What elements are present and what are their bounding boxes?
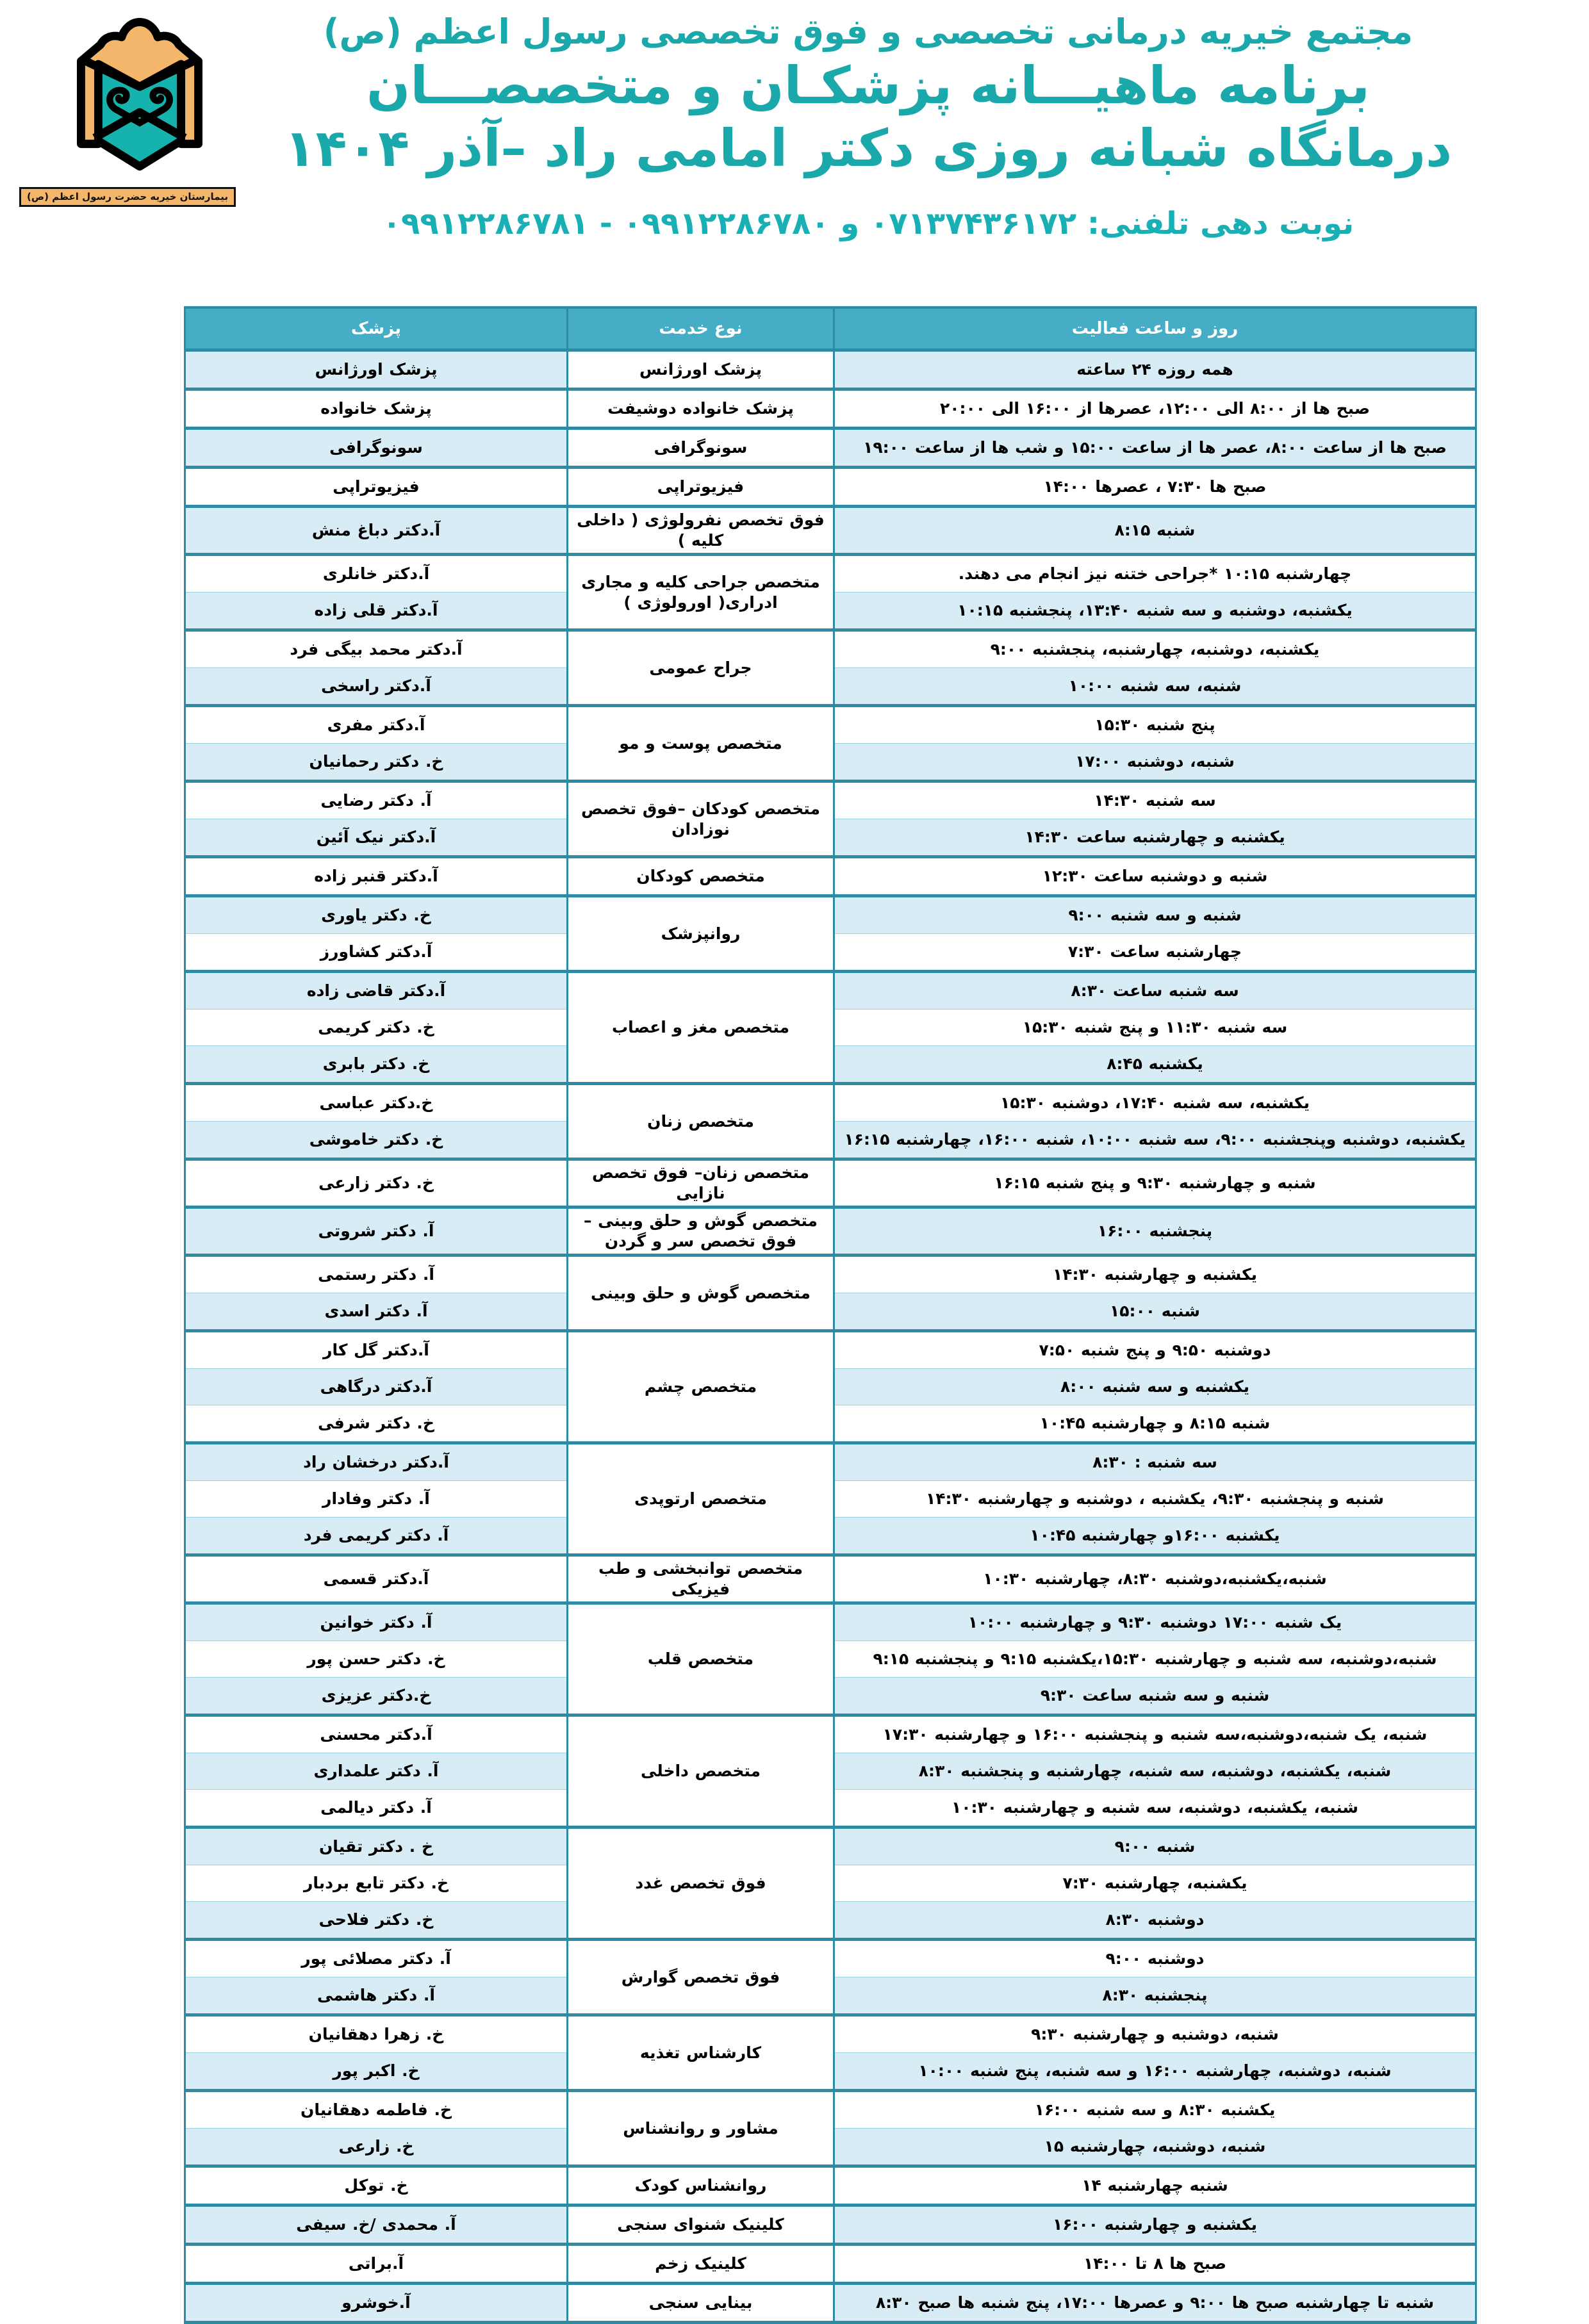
cell-doctor-name: پزشک اورژانس [185,350,568,389]
cell-doctor-name: خ. توکل [185,2166,568,2205]
cell-doctor-name: خ. دکتر حسن پور [185,1641,568,1678]
cell-service-type: متخصص توانبخشی و طب فیزیکی [568,1555,834,1603]
cell-schedule: شنبه تا چهارشنبه صبح ها ۹:۰۰ و عصرها ۱۷:۰۰، پنج شنبه ها صبح ۸:۳۰ [834,2284,1476,2323]
page-title: برنامه ماهیـــانه پزشکـان و متخصصـــان [366,56,1370,116]
cell-doctor-name: آ.دکتر راسخی [185,668,568,706]
cell-service-type: کلینیک زخم [568,2245,834,2284]
table-row [185,1555,1476,1603]
cell-doctor-name: خ. فاطمه دهقانیان [185,2091,568,2129]
cell-schedule: شنبه ۸:۱۵ [834,507,1476,555]
cell-schedule: صبح ها از ۸:۰۰ الی ۱۲:۰۰، عصرها از ۱۶:۰۰ الی ۲۰:۰۰ [834,389,1476,429]
table-row [185,507,1476,555]
cell-doctor-name: آ. دکتر علمداری [185,1753,568,1790]
cell-doctor-name: آ.دکتر قاضی زاده [185,972,568,1010]
cell-schedule: یکشنبه ۸:۳۰ و سه شنبه ۱۶:۰۰ [834,2091,1476,2129]
cell-schedule: یکشنبه ۱۶:۰۰و چهارشنبه ۱۰:۴۵ [834,1518,1476,1555]
cell-service-type: متخصص زنان– فوق تخصص نازایی [568,1159,834,1207]
cell-service-type: سونوگرافی [568,429,834,468]
cell-schedule: شنبه، یکشنبه، دوشنبه، سه شنبه و چهارشنبه ۱۰:۳۰ [834,1790,1476,1828]
column-header-doctor: پزشک [185,307,568,350]
table-row [185,2015,1476,2053]
clinic-subtitle: درمانگاه شبانه روزی دکتر امامی راد –آذر ۱۴۰۴ [284,118,1453,178]
schedule-table-container [186,306,1477,2324]
cell-doctor-name: آ.دکتر خانلری [185,555,568,593]
table-row [185,1715,1476,1753]
cell-schedule: شنبه، سه شنبه ۱۰:۰۰ [834,668,1476,706]
cell-doctor-name: آ.خوشرو [185,2284,568,2323]
table-row [185,896,1476,934]
cell-schedule: شنبه، دوشنبه ۱۷:۰۰ [834,744,1476,781]
table-row [185,1828,1476,1865]
table-row [185,1443,1476,1481]
cell-schedule: یکشنبه ۸:۴۵ [834,1046,1476,1084]
cell-doctor-name: آ.براتی [185,2245,568,2284]
cell-doctor-name: آ.دکتر دباغ منش [185,507,568,555]
cell-schedule: شنبه ۹:۰۰ [834,1828,1476,1865]
table-row [185,1940,1476,1977]
table-row [185,2284,1476,2323]
cell-doctor-name: آ.دکتر مفری [185,706,568,744]
table-row [185,2205,1476,2245]
cell-schedule: شنبه، یک شنبه،دوشنبه،سه شنبه و پنجشنبه ۱۶:۰۰ و چهارشنبه ۱۷:۳۰ [834,1715,1476,1753]
cell-doctor-name: آ. دکتر مصلائی پور [185,1940,568,1977]
cell-doctor-name: آ. دکتر خوانین [185,1603,568,1641]
cell-schedule: یکشنبه، چهارشنبه ۷:۳۰ [834,1865,1476,1902]
cell-doctor-name: آ. دکتر رضایی [185,781,568,819]
cell-service-type: متخصص پوست و مو [568,706,834,781]
cell-schedule: شنبه،دوشنبه، سه شنبه و چهارشنبه ۱۵:۳۰،یکشنبه ۹:۱۵ و پنجشنبه ۹:۱۵ [834,1641,1476,1678]
cell-doctor-name: خ. دکتر شرفی [185,1405,568,1443]
page-header [0,0,1589,244]
cell-doctor-name: خ. دکتر رحمانیان [185,744,568,781]
cell-schedule: صبح ها ۷:۳۰ ، عصرها ۱۴:۰۰ [834,468,1476,507]
cell-schedule: چهارشنبه ۱۰:۱۵ *جراحی ختنه نیز انجام می دهند. [834,555,1476,593]
logo-caption: بیمارستان خیریه حضرت رسول اعظم (ص) [19,187,236,207]
cell-service-type: متخصص گوش و حلق وبینی – فوق تخصص سر و گردن [568,1207,834,1256]
cell-doctor-name: آ. دکتر دیالمی [185,1790,568,1828]
cell-schedule: شنبه،یکشنبه،دوشنبه ۸:۳۰، چهارشنبه ۱۰:۳۰ [834,1555,1476,1603]
cell-service-type: پزشک اورژانس [568,350,834,389]
cell-schedule: شنبه چهارشنبه ۱۴ [834,2166,1476,2205]
cell-schedule: یکشنبه، دوشنبه، چهارشنبه، پنجشنبه ۹:۰۰ [834,630,1476,668]
cell-service-type: فوق تخصص نفرولوژی ( داخلی کلیه ) [568,507,834,555]
cell-doctor-name: خ. دکتر تابع بردبار [185,1865,568,1902]
cell-service-type: متخصص قلب [568,1603,834,1715]
table-head [185,307,1476,350]
cell-doctor-name: فیزیوتراپی [185,468,568,507]
table-row [185,1084,1476,1122]
cell-doctor-name: پزشک خانواده [185,389,568,429]
cell-doctor-name: خ. دکتر یاوری [185,896,568,934]
cell-schedule: یکشنبه، دوشنبه وپنجشنبه ۹:۰۰، سه شنبه ۱۰:۰۰، شنبه ۱۶:۰۰، چهارشنبه ۱۶:۱۵ [834,1122,1476,1159]
table-row [185,706,1476,744]
cell-service-type: بینایی سنجی [568,2284,834,2323]
appointment-phone-numbers: نوبت دهی تلفنی: ۰۷۱۳۷۴۳۶۱۷۲ و ۰۹۹۱۲۲۸۶۷۸۰ - ۰۹۹۱۲۲۸۶۷۸۱ [382,206,1354,242]
cell-schedule: صبح ها ۸ تا ۱۴:۰۰ [834,2245,1476,2284]
cell-schedule: یکشنبه، سه شنبه ۱۷:۴۰، دوشنبه ۱۵:۳۰ [834,1084,1476,1122]
cell-service-type: متخصص داخلی [568,1715,834,1828]
table-row [185,2091,1476,2129]
table-body [185,350,1476,2323]
cell-service-type: فوق تخصص غدد [568,1828,834,1940]
cell-service-type: روانشناس کودک [568,2166,834,2205]
table-row [185,389,1476,429]
cell-doctor-name: آ. دکتر وفادار [185,1481,568,1518]
cell-doctor-name: سونوگرافی [185,429,568,468]
cell-service-type: کارشناس تغذیه [568,2015,834,2091]
cell-schedule: پنجشنبه ۸:۳۰ [834,1977,1476,2015]
cell-doctor-name: خ. دکتر بابری [185,1046,568,1084]
cell-doctor-name: خ. دکتر کریمی [185,1010,568,1046]
cell-doctor-name: آ.دکتر محمد بیگی فرد [185,630,568,668]
table-row [185,1603,1476,1641]
cell-service-type: متخصص چشم [568,1331,834,1443]
cell-schedule: شنبه و پنجشنبه ۹:۳۰، یکشنبه ، دوشنبه و چهارشنبه ۱۴:۳۰ [834,1481,1476,1518]
cell-schedule: سه شنبه : ۸:۳۰ [834,1443,1476,1481]
cell-doctor-name: آ.دکتر کشاورز [185,934,568,972]
cell-schedule: پنجشنبه ۱۶:۰۰ [834,1207,1476,1256]
cell-doctor-name: خ. دکتر فلاحی [185,1902,568,1940]
cell-schedule: شنبه ۱۵:۰۰ [834,1293,1476,1331]
cell-schedule: شنبه، دوشنبه و چهارشنبه ۹:۳۰ [834,2015,1476,2053]
table-row [185,2245,1476,2284]
cell-schedule: یک شنبه ۱۷:۰۰ دوشنبه ۹:۳۰ و چهارشنبه ۱۰:۰۰ [834,1603,1476,1641]
cell-schedule: پنج شنبه ۱۵:۳۰ [834,706,1476,744]
cell-schedule: دوشنبه ۹:۵۰ و پنج شنبه ۷:۵۰ [834,1331,1476,1369]
cell-schedule: یکشنبه و چهارشنبه ساعت ۱۴:۳۰ [834,819,1476,857]
cell-doctor-name: خ . دکتر تقیان [185,1828,568,1865]
cell-schedule: شنبه و دوشنبه ساعت ۱۲:۳۰ [834,857,1476,896]
table-header-row [185,307,1476,350]
cell-schedule: شنبه و سه شنبه ساعت ۹:۳۰ [834,1678,1476,1715]
cell-doctor-name: آ. دکتر شروتی [185,1207,568,1256]
table-row [185,350,1476,389]
cell-schedule: شنبه، یکشنبه، دوشنبه، سه شنبه، چهارشنبه و پنجشنبه ۸:۳۰ [834,1753,1476,1790]
table-row [185,2166,1476,2205]
cell-doctor-name: خ. اکبر پور [185,2053,568,2091]
table-row [185,555,1476,593]
header-titles [224,9,1589,244]
cell-doctor-name: آ.دکتر نیک آئین [185,819,568,857]
cell-service-type: متخصص زنان [568,1084,834,1159]
column-header-service: نوع خدمت [568,307,834,350]
cell-schedule: صبح ها از ساعت ۸:۰۰، عصر ها از ساعت ۱۵:۰۰ و شب ها از ساعت ۱۹:۰۰ [834,429,1476,468]
cell-service-type: فیزیوتراپی [568,468,834,507]
cell-doctor-name: آ. دکتر رستمی [185,1256,568,1293]
cell-service-type: متخصص کودکان –فوق تخصص نوزادان [568,781,834,857]
cell-doctor-name: آ.دکتر درخشان راد [185,1443,568,1481]
cell-doctor-name: آ.دکتر محسنی [185,1715,568,1753]
cell-service-type: فوق تخصص گوارش [568,1940,834,2015]
cell-schedule: سه شنبه ۱۴:۳۰ [834,781,1476,819]
table-row [185,1256,1476,1293]
cell-service-type: کلینیک شنوای سنجی [568,2205,834,2245]
cell-schedule: سه شنبه ساعت ۸:۳۰ [834,972,1476,1010]
cell-doctor-name: خ. زهرا دهقانیان [185,2015,568,2053]
cell-doctor-name: خ. دکتر زارعی [185,1159,568,1207]
cell-schedule: دوشنبه ۸:۳۰ [834,1902,1476,1940]
cell-service-type: متخصص ارتوپدی [568,1443,834,1555]
cell-doctor-name: آ. محمدی /خ. سیفی [185,2205,568,2245]
cell-schedule: شنبه و سه شنبه ۹:۰۰ [834,896,1476,934]
cell-schedule: یکشنبه و چهارشنبه ۱۶:۰۰ [834,2205,1476,2245]
cell-schedule: سه شنبه ۱۱:۳۰ و پنج شنبه ۱۵:۳۰ [834,1010,1476,1046]
cell-schedule: یکشنبه و سه شنبه ۸:۰۰ [834,1369,1476,1405]
cell-service-type: روانپزشک [568,896,834,972]
cell-service-type: مشاور و روانشناس [568,2091,834,2166]
cell-doctor-name: آ. دکتر هاشمی [185,1977,568,2015]
cell-doctor-name: آ.دکتر درگاهی [185,1369,568,1405]
cell-schedule: همه روزه ۲۴ ساعته [834,350,1476,389]
cell-doctor-name: خ.دکتر عباسی [185,1084,568,1122]
table-row [185,781,1476,819]
cell-service-type: پزشک خانواده دوشیفت [568,389,834,429]
logo-icon [63,12,217,184]
cell-schedule: دوشنبه ۹:۰۰ [834,1940,1476,1977]
cell-schedule: چهارشنبه ساعت ۷:۳۰ [834,934,1476,972]
table-row [185,857,1476,896]
cell-doctor-name: آ.دکتر قلی زاده [185,593,568,630]
cell-schedule: شنبه و چهارشنبه ۹:۳۰ و پنج شنبه ۱۶:۱۵ [834,1159,1476,1207]
cell-service-type: متخصص گوش و حلق وبینی [568,1256,834,1331]
cell-doctor-name: آ.دکتر قنبر زاده [185,857,568,896]
cell-doctor-name: خ.دکتر عزیزی [185,1678,568,1715]
cell-schedule: یکشنبه، دوشنبه و سه شنبه ۱۳:۴۰، پنجشنبه ۱۰:۱۵ [834,593,1476,630]
table-row [185,1159,1476,1207]
column-header-schedule: روز و ساعت فعالیت [834,307,1476,350]
table-row [185,630,1476,668]
table-row [185,1331,1476,1369]
cell-doctor-name: آ.دکتر گل کار [185,1331,568,1369]
cell-schedule: شنبه، دوشنبه، چهارشنبه ۱۶:۰۰ و سه شنبه، پنج شنبه ۱۰:۰۰ [834,2053,1476,2091]
hospital-logo [27,12,236,207]
physician-schedule-table [184,306,1477,2324]
cell-service-type: متخصص جراحی کلیه و مجاری ادراری( اورولوژی ) [568,555,834,630]
cell-schedule: شنبه ۸:۱۵ و چهارشنبه ۱۰:۴۵ [834,1405,1476,1443]
cell-service-type: متخصص مغز و اعصاب [568,972,834,1084]
cell-service-type: متخصص کودکان [568,857,834,896]
cell-service-type: جراح عمومی [568,630,834,706]
cell-doctor-name: آ.دکتر قسمی [185,1555,568,1603]
cell-doctor-name: آ. دکتر کریمی فرد [185,1518,568,1555]
table-row [185,429,1476,468]
cell-doctor-name: آ. دکتر اسدی [185,1293,568,1331]
table-row [185,1207,1476,1256]
cell-schedule: یکشنبه و چهارشنبه ۱۴:۳۰ [834,1256,1476,1293]
cell-doctor-name: خ. دکتر خاموشی [185,1122,568,1159]
cell-doctor-name: خ. زارعی [185,2129,568,2166]
organization-name: مجتمع خیریه درمانی تخصصی و فوق تخصصی رسول اعظم (ص) [323,12,1413,52]
cell-schedule: شنبه، دوشنبه، چهارشنبه ۱۵ [834,2129,1476,2166]
table-row [185,468,1476,507]
table-row [185,972,1476,1010]
